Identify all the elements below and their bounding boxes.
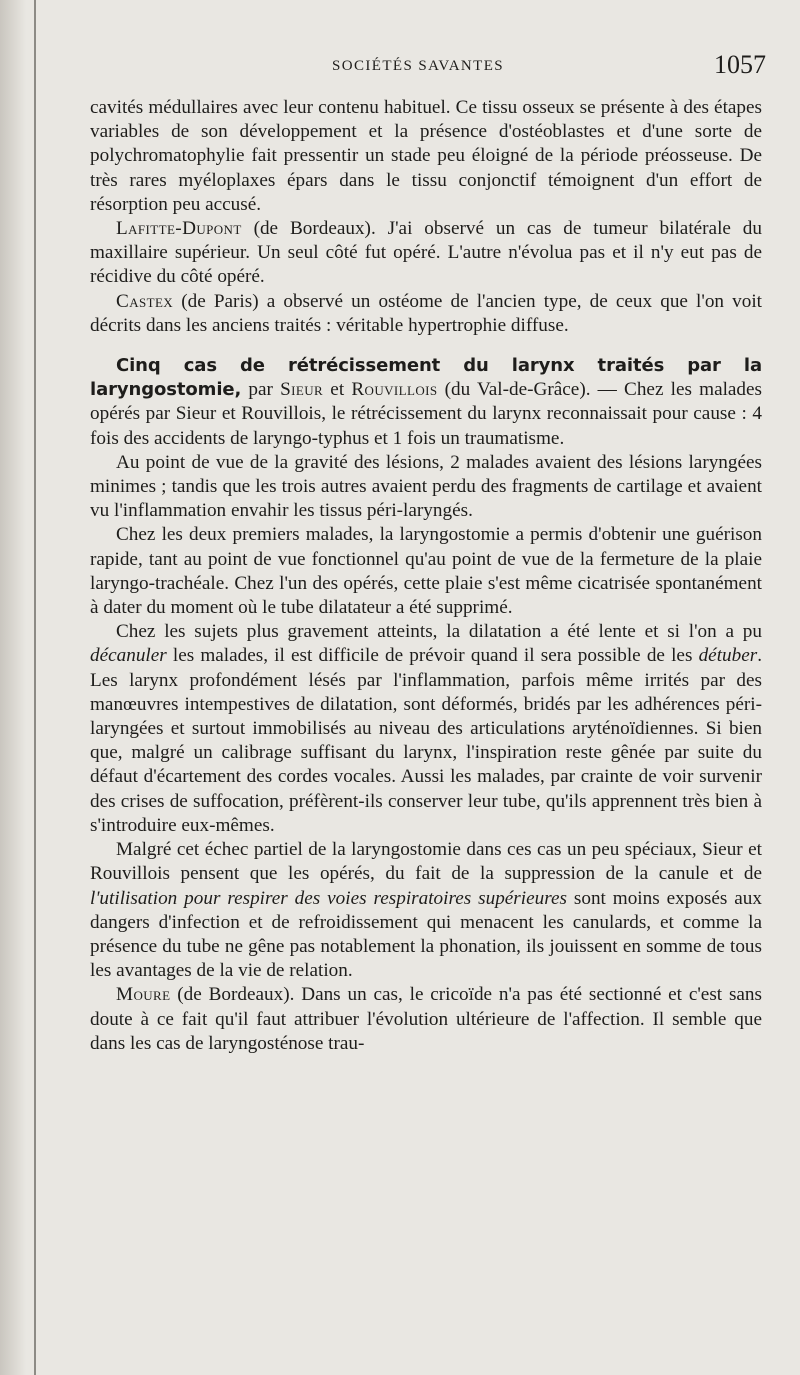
page-edge-shadow	[0, 0, 26, 1375]
paragraph-text: (de Paris) a observé un ostéome de l'ancien type, de ceux que l'on voit décrits dans les anciens traités : véritable hypertrophie diffuse.	[90, 290, 762, 336]
paragraph-text: les malades, il est difficile de prévoir quand il sera possible de les	[166, 645, 699, 667]
italic-term: décanuler	[90, 645, 167, 667]
italic-term: détuber	[698, 645, 758, 667]
page-header	[90, 50, 766, 84]
author-name: Lafitte-Dupont	[116, 218, 242, 240]
paragraph-text: (de Bordeaux). J'ai observé un cas de tumeur bilatérale du maxillaire supérieur. Un seul côté fut opéré. L'autre n'évolua pas et il n'y eut pas de récidive du côté opéré.	[90, 218, 762, 288]
paragraph-text: (du Val-de-Grâce). — Chez les malades opérés par Sieur et Rouvillois, le rétrécissement du larynx reconnaissait pour cause : 4 fois des accidents de laryngo-typhus et 1 fois un traumatisme.	[90, 379, 763, 449]
paragraph-text: par	[241, 379, 281, 401]
paragraph-5: Au point de vue de la gravité des lésions, 2 malades avaient des lésions laryngées minimes ; tandis que les trois autres avaient perdu des fragments de cartilage et avaient vu l'inflammation envahir les tissus péri-laryngés.	[90, 451, 762, 522]
italic-phrase: l'utilisation pour respirer des voies respiratoires supérieures	[90, 887, 567, 909]
paragraph-6: Chez les deux premiers malades, la laryngostomie a permis d'obtenir une guérison rapide, tant au point de vue fonctionnel qu'au point de vue de la fermeture de la plaie laryngo-trachéale. Chez l'un des opérés, cette plaie s'est même cicatrisée spontanément à dater du moment où le tube dilatateur a été supprimé.	[90, 524, 762, 619]
author-name: Rouvillois	[351, 379, 438, 401]
page-number: 1057	[714, 50, 766, 79]
paragraph-castex	[90, 290, 762, 338]
paragraph-text: . Les larynx profondément lésés par l'inflammation, parfois même irrités par des manœuvres intempestives de dilatation, sont déformés, bridés par les adhérences péri-laryngées et surtout immobilisés au niveau des articulations aryténoïdiennes. Si bien que, malgré un calibrage suffisant du larynx, l'inspiration reste gênée par suite du défaut d'écartement des cordes vocales. Aussi les malades, par crainte de voir survenir des crises de suffocation, préfèrent-ils conserver leur tube, qu'ils apprennent très bien à s'introduire eux-mêmes.	[90, 645, 762, 836]
paragraph-8	[90, 838, 762, 983]
author-name: Moure	[116, 984, 171, 1006]
paragraph-text: sont moins exposés aux dangers d'infection et de refroidissement qui menacent les canulards, et comme la présence du tube ne gêne pas notablement la phonation, ils jouissent en somme de tous les avantages de la vie de relation.	[90, 887, 762, 982]
page-body	[90, 96, 762, 1056]
author-name: Sieur	[280, 379, 324, 401]
paragraph-moure	[90, 983, 762, 1056]
paragraph-7	[90, 620, 762, 838]
binding-gutter-line	[34, 0, 36, 1375]
paragraph-text: (de Bordeaux). Dans un cas, le cricoïde n'a pas été sectionné et c'est sans doute à ce fait qu'il faut attribuer l'évolution ultérieure de l'affection. Il semble que dans les cas de laryngosténose trau-	[90, 984, 762, 1054]
paragraph-1: cavités médullaires avec leur contenu habituel. Ce tissu osseux se présente à des étapes variables de son développement et la présence d'ostéoblastes et d'une sorte de polychromatophylie fait pressentir un stade peu éloigné de la période préosseuse. De très rares myéloplaxes épars dans le tissu conjonctif témoignent d'un effort de résorption peu accusé.	[90, 97, 762, 215]
paragraph-section-larynx	[90, 354, 762, 451]
paragraph-text: Malgré cet échec partiel de la laryngostomie dans ces cas un peu spéciaux, Sieur et Rouvillois pensent que les opérés, du fait de la suppression de la canule et de	[90, 839, 762, 885]
paragraph-text: Chez les sujets plus gravement atteints, la dilatation a été lente et si l'on a pu	[116, 621, 762, 643]
paragraph-text: et	[323, 379, 352, 401]
running-title: SOCIÉTÉS SAVANTES	[332, 58, 505, 74]
author-name: Castex	[116, 290, 174, 312]
section-title: Cinq cas de rétrécissement du larynx traités par la laryngostomie,	[90, 355, 762, 401]
paragraph-lafitte-dupont	[90, 217, 762, 290]
